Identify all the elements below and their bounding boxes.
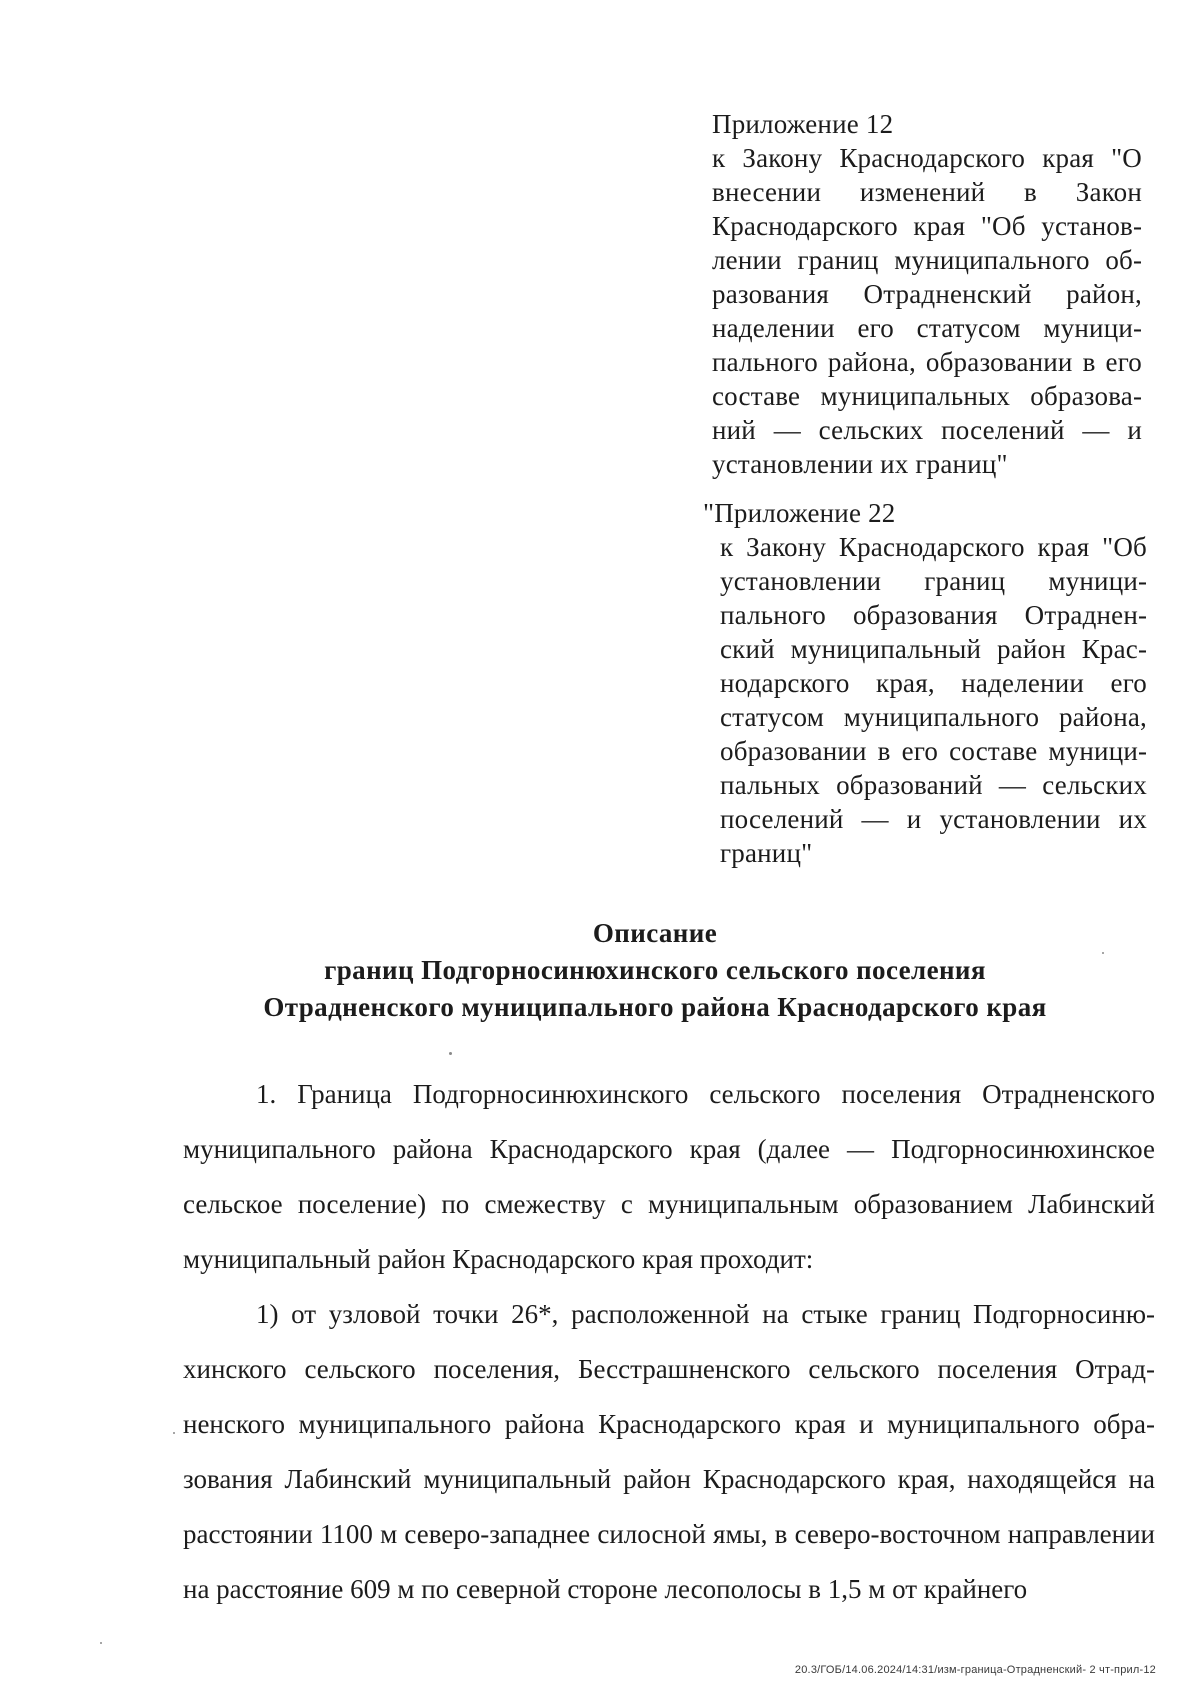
paragraph-2: 1) от узловой точки 26*, расположенной на стыке границ Подгорносинюхинского сельского поселения, Бесстрашненского сельского поселения Отрадненского муниципального района Краснодарского края и муниципального образования Лабинский муниципальный район Краснодарского края, находящейся на расстоянии 1100 м северо-западнее силосной ямы, в северо-восточном направлении на расстояние 609 м по северной стороне лесополосы в 1,5 м от крайнего bbox=[183, 1299, 1155, 1604]
scan-speck bbox=[449, 1052, 452, 1055]
appendix-12-note bbox=[712, 107, 1142, 481]
title-line-3: Отрадненского муниципального района Краснодарского края bbox=[263, 992, 1047, 1022]
appendix-22-heading: "Приложение 22 bbox=[703, 498, 896, 528]
title-line-1: Описание bbox=[592, 918, 718, 948]
paragraph-1: 1. Граница Подгорносинюхинского сельского поселения Отрадненского муниципального района Краснодарского края (далее — Подгорносинюхинское сельское поселение) по смежеству с муниципальным образованием Лабинский муниципальный район Краснодарского края проходит: bbox=[183, 1079, 1155, 1274]
title-line-2: границ Подгорносинюхинского сельского поселения bbox=[324, 955, 986, 985]
appendix-22-note bbox=[703, 496, 1147, 870]
scan-speck bbox=[1102, 952, 1104, 954]
appendix-12-text: к Закону Краснодарского края "О внесении изменений в Закон Краснодарского края "Об установлении границ муниципального образования Отрадненский район, наделении его статусом муниципального района, образовании в его составе муниципальных образований — сельских поселений — и установлении их границ" bbox=[712, 143, 1142, 479]
document-title bbox=[150, 915, 1160, 1026]
boundary-description-body bbox=[183, 1067, 1155, 1617]
appendix-12-heading: Приложение 12 bbox=[712, 109, 894, 139]
footer-reference: 20.3/ГОБ/14.06.2024/14:31/изм-граница-Отрадненский- 2 чт-прил-12 bbox=[794, 1664, 1156, 1676]
appendix-22-text: к Закону Краснодарского края "Об установлении границ муниципального образования Отрадненский муниципальный район Краснодарского края, наделении его статусом муниципального района, образовании в его составе муниципальных образований — сельских поселений — и установлении их границ" bbox=[720, 532, 1147, 868]
scan-speck bbox=[100, 1642, 102, 1644]
scan-speck bbox=[173, 1432, 175, 1434]
